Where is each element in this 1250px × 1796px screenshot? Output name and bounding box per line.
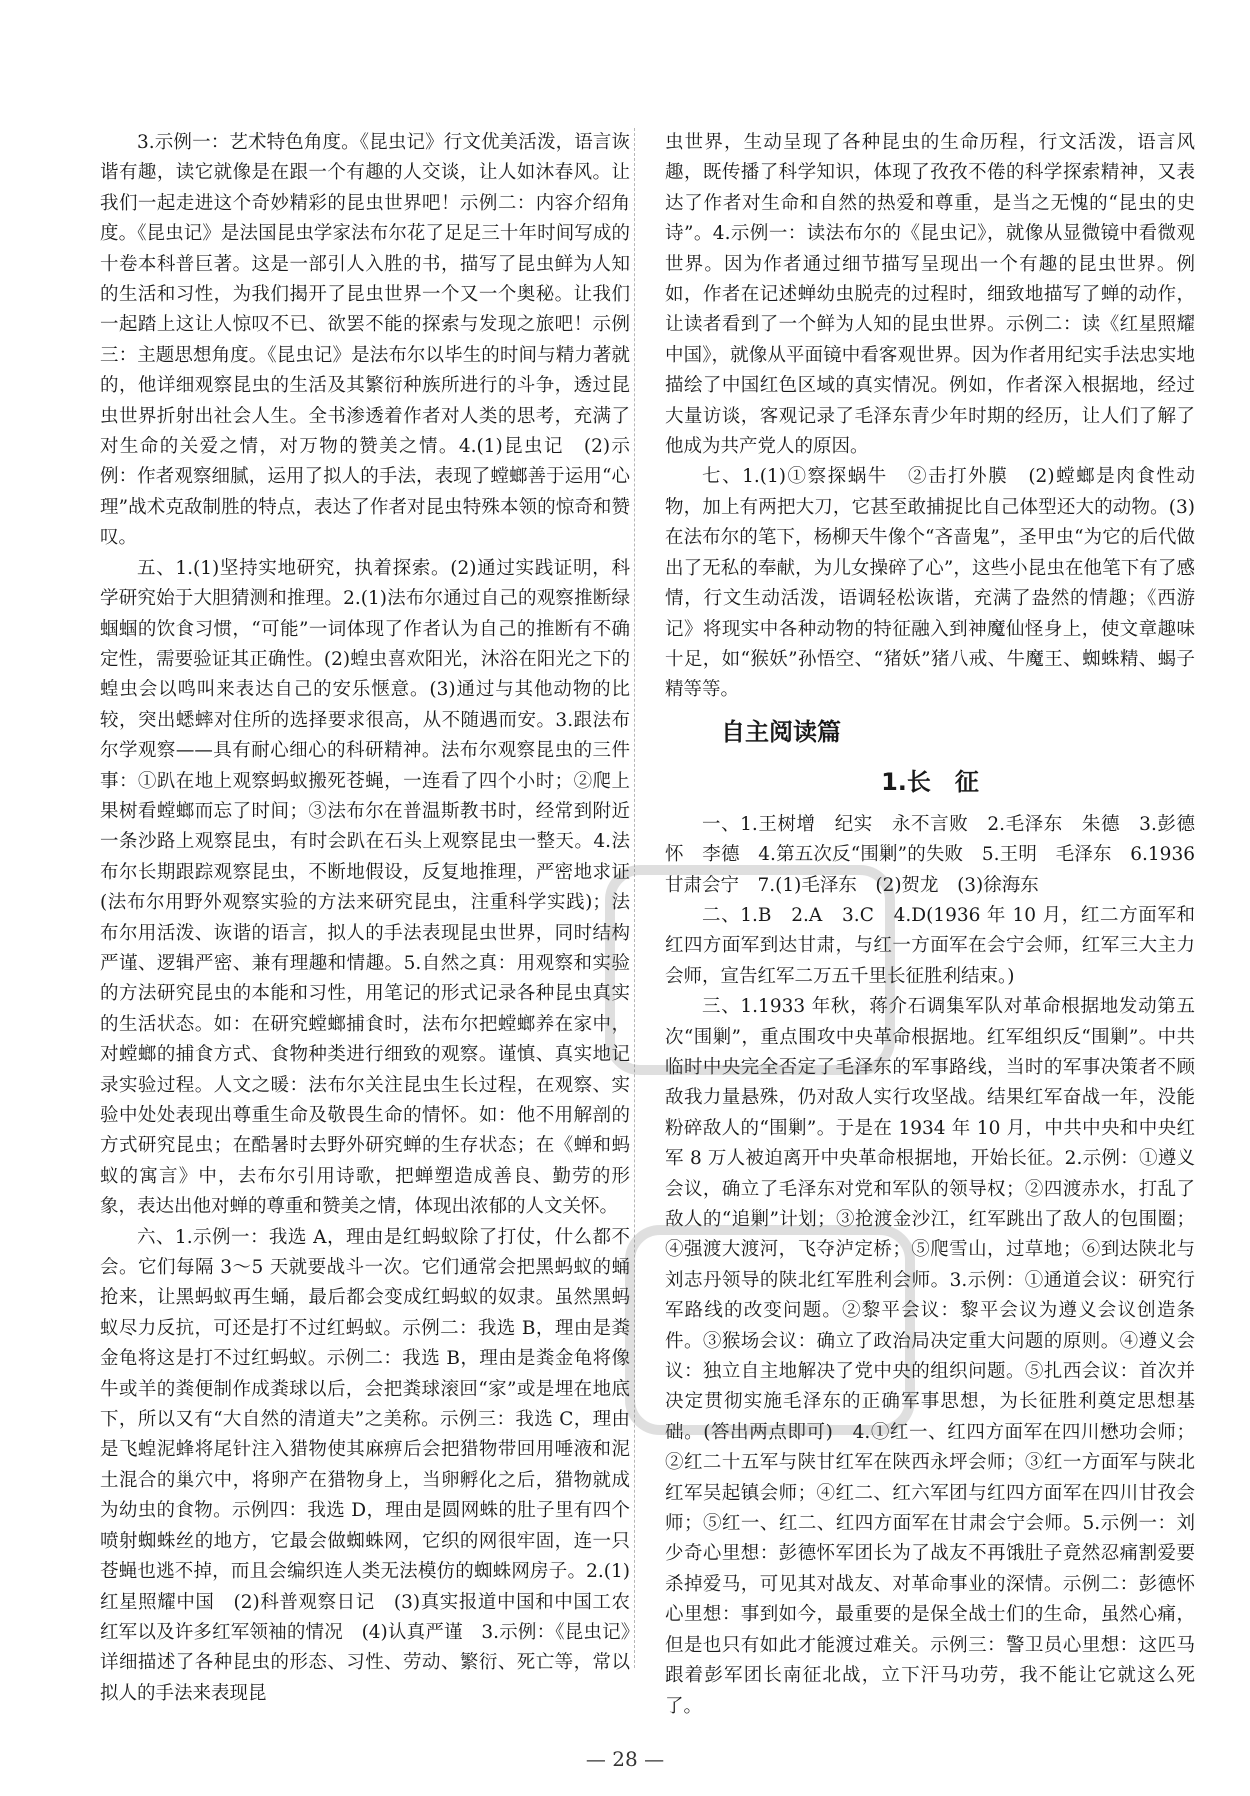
answer-paragraph: 二、1.B 2.A 3.C 4.D(1936 年 10 月，红二方面军和红四方面军到达甘肃，与红一方面军在会宁会师，红军三大主力会师，宣告红军二万五千里长征胜利结束。) xyxy=(665,904,1195,987)
chapter-title: 1.长 征 xyxy=(881,767,979,796)
answer-paragraph: 三、1.1933 年秋，蒋介石调集军队对革命根据地发动第五次“围剿”，重点围攻中央革命根据地。红军组织反“围剿”。中共临时中央完全否定了毛泽东的军事路线，当时的军事决策者不顾敌我力量悬殊，仍对敌人实行攻坚战。结果红军奋战一年，没能粉碎敌人的“围剿”。于是在 1934 年 10 月，中共中央和中央红军 8 万人被迫离开中央革命根据地，开始长征。2.示例：①遵义会议，确立了毛泽东对党和军队的领导权；②四渡赤水，打乱了敌人的“追剿”计划；③抢渡金沙江，红军跳出了敌人的包围圈；④强渡大渡河，飞夺泸定桥；⑤爬雪山，过草地；⑥到达陕北与刘志丹领导的陕北红军胜利会师。3.示例：①通道会议：研究行军路线的改变问题。②黎平会议：黎平会议为遵义会议创造条件。③猴场会议：确立了政治局决定重大问题的原则。④遵义会议：独立自主地解决了党中央的组织问题。⑤扎西会议：首次并决定贯彻实施毛泽东的正确军事思想，为长征胜利奠定思想基础。(答出两点即可) 4.①红一、红四方面军在四川懋功会师；②红二十五军与陕甘红军在陕西永坪会师；③红一方面军与陕北红军吴起镇会师；④红二、红六军团与红四方面军在四川甘孜会师；⑤红一、红二、红四方面军在甘肃会宁会师。5.示例一：刘少奇心里想：彭德怀军团长为了战友不再饿肚子竟然忍痛割爱要杀掉爱马，可见其对战友、对革命事业的深情。示例二：彭德怀心里想：事到如今，最重要的是保全战士们的生命，虽然心痛，但是也只有如此才能渡过难关。示例三：警卫员心里想：这匹马跟着彭军团长南征北战，立下汗马功劳，我不能让它就这么死了。 xyxy=(665,996,1195,1717)
answer-paragraph: 一、1.王树增 纪实 永不言败 2.毛泽东 朱德 3.彭德怀 李德 4.第五次反“围剿”的失败 5.王明 毛泽东 6.1936 甘肃会宁 7.(1)毛泽东 (2)贺龙 (3)徐海东 xyxy=(665,813,1214,896)
answer-paragraph: 五、1.(1)坚持实地研究，执着探索。(2)通过实践证明，科学研究始于大胆猜测和推理。2.(1)法布尔通过自己的观察推断绿蝈蝈的饮食习惯，“可能”一词体现了作者认为自己的推断有不确定性，需要验证其正确性。(2)蝗虫喜欢阳光，沐浴在阳光之下的蝗虫会以鸣叫来表达自己的安乐惬意。(3)通过与其他动物的比较，突出蟋蟀对住所的选择要求很高，从不随遇而安。3.跟法布尔学观察——具有耐心细心的科研精神。法布尔观察昆虫的三件事：①趴在地上观察蚂蚁搬死苍蝇，一连看了四个小时；②爬上果树看螳螂而忘了时间；③法布尔在普温斯教书时，经常到附近一条沙路上观察昆虫，有时会趴在石头上观察昆虫一整天。4.法布尔长期跟踪观察昆虫，不断地假设，反复地推理，严密地求证(法布尔用野外观察实验的方法来研究昆虫，注重科学实践)；法布尔用活泼、诙谐的语言，拟人的手法表现昆虫世界，同时结构严谨、逻辑严密、兼有理趣和情趣。5.自然之真：用观察和实验的方法研究昆虫的本能和习性，用笔记的形式记录各种昆虫真实的生活状态。如：在研究螳螂捕食时，法布尔把螳螂养在家中，对螳螂的捕食方式、食物种类进行细致的观察。谨慎、真实地记录实验过程。人文之暖：法布尔关注昆虫生长过程，在观察、实验中处处表现出尊重生命及敬畏生命的情怀。如：他不用解剖的方式研究昆虫；在酷暑时去野外研究蝉的生存状态；在《蝉和蚂蚁的寓言》中，去布尔引用诗歌，把蝉塑造成善良、勤劳的形象，表达出他对蝉的尊重和赞美之情，体现出浓郁的人文关怀。 xyxy=(100,557,630,1218)
left-column xyxy=(100,128,630,1709)
column-divider xyxy=(634,128,635,1668)
right-column xyxy=(665,128,1214,1722)
answer-paragraph: 七、1.(1)①察探蜗牛 ②击打外膜 (2)螳螂是肉食性动物，加上有两把大刀，它甚至敢捕捉比自己体型还大的动物。(3)在法布尔的笔下，杨柳天牛像个“吝啬鬼”，圣甲虫“为它的后代做出了无私的奉献，为儿女操碎了心”，这些小昆虫在他笔下有了感情，行文生动活泼，语调轻松诙谐，充满了盎然的情趣；《西游记》将现实中各种动物的特征融入到神魔仙怪身上，使文章趣味十足，如“猴妖”孙悟空、“猪妖”猪八戒、牛魔王、蜘蛛精、蝎子精等等。 xyxy=(665,466,1195,701)
answer-paragraph: 3.示例一：艺术特色角度。《昆虫记》行文优美活泼，语言诙谐有趣，读它就像是在跟一个有趣的人交谈，让人如沐春风。让我们一起走进这个奇妙精彩的昆虫世界吧！示例二：内容介绍角度。《昆虫记》是法国昆虫学家法布尔花了足足三十年时间写成的十卷本科普巨著。这是一部引人入胜的书，描写了昆虫鲜为人知的生活和习性，为我们揭开了昆虫世界一个又一个奥秘。让我们一起踏上这让人惊叹不已、欲罢不能的探索与发现之旅吧！示例三：主题思想角度。《昆虫记》是法布尔以毕生的时间与精力著就的，他详细观察昆虫的生活及其繁衍种族所进行的斗争，透过昆虫世界折射出社会人生。全书渗透着作者对人类的思考，充满了对生命的关爱之情，对万物的赞美之情。4.(1)昆虫记 (2)示例：作者观察细腻，运用了拟人的手法，表现了螳螂善于运用“心理”战术克敌制胜的特点，表达了作者对昆虫特殊本领的惊奇和赞叹。 xyxy=(100,132,630,549)
section-title: 自主阅读篇 xyxy=(721,717,841,746)
page-number: — 28 — xyxy=(585,1747,665,1771)
answer-paragraph: 虫世界，生动呈现了各种昆虫的生命历程，行文活泼，语言风趣，既传播了科学知识，体现了孜孜不倦的科学探索精神，又表达了作者对生命和自然的热爱和尊重，是当之无愧的“昆虫的史诗”。4.示例一：读法布尔的《昆虫记》，就像从显微镜中看微观世界。因为作者通过细节描写呈现出一个有趣的昆虫世界。例如，作者在记述蝉幼虫脱壳的过程时，细致地描写了蝉的动作，让读者看到了一个鲜为人知的昆虫世界。示例二：读《红星照耀中国》，就像从平面镜中看客观世界。因为作者用纪实手法忠实地描绘了中国红色区域的真实情况。例如，作者深入根据地，经过大量访谈，客观记录了毛泽东青少年时期的经历，让人们了解了他成为共产党人的原因。 xyxy=(665,132,1195,458)
answer-paragraph: 六、1.示例一：我选 A，理由是红蚂蚁除了打仗，什么都不会。它们每隔 3～5 天就要战斗一次。它们通常会把黑蚂蚁的蛹抢来，让黑蚂蚁再生蛹，最后都会变成红蚂蚁的奴隶。虽然黑蚂蚁尽力反抗，可还是打不过红蚂蚁。示例二：我选 B，理由是粪金龟将这是打不过红蚂蚁。示例二：我选 B，理由是粪金龟将像牛或羊的粪便制作成粪球以后，会把粪球滚回“家”或是埋在地底下，所以又有“大自然的清道夫”之美称。示例三：我选 C，理由是飞蝗泥蜂将尾针注入猎物使其麻痹后会把猎物带回用唾液和泥土混合的巢穴中，将卵产在猎物身上，当卵孵化之后，猎物就成为幼虫的食物。示例四：我选 D，理由是圆网蛛的肚子里有四个喷射蜘蛛丝的地方，它最会做蜘蛛网，它织的网很牢固，连一只苍蝇也逃不掉，而且会编织连人类无法模仿的蜘蛛网房子。2.(1)红星照耀中国 (2)科普观察日记 (3)真实报道中国和中国工农红军以及许多红军领袖的情况 (4)认真严谨 3.示例：《昆虫记》详细描述了各种昆虫的形态、习性、劳动、繁衍、死亡等，常以拟人的手法来表现昆 xyxy=(100,1226,630,1704)
